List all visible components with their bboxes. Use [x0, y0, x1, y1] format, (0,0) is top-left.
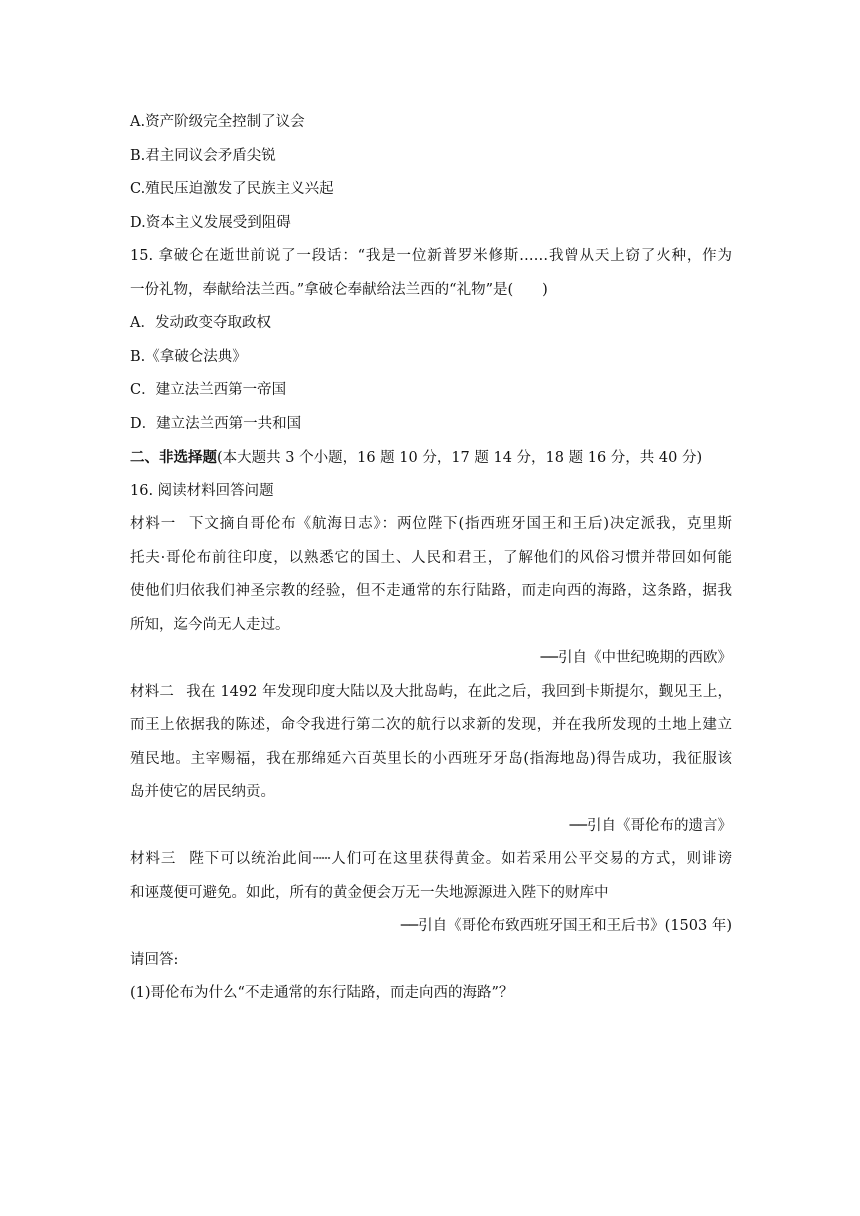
option-b-q15: B.《拿破仑法典》 — [130, 348, 247, 365]
question-15-stem-line1: 15. 拿破仑在逝世前说了一段话：“我是一位新普罗米修斯……我曾从天上窃了火种，作为 — [130, 248, 732, 264]
material-1-line1 — [130, 508, 732, 542]
material-1-source: ──引自《中世纪晚期的西欧》 — [540, 650, 732, 666]
document-page — [130, 106, 732, 1011]
section-2-heading-line — [130, 441, 732, 475]
sub-question-1: (1)哥伦布为什么“不走通常的东行陆路，而走向西的海路”？ — [130, 985, 514, 1001]
question-16-title: 16. 阅读材料回答问题 — [130, 482, 274, 499]
option-d-q14: D.资本主义发展受到阻碍 — [130, 214, 291, 231]
answer-prompt: 请回答: — [130, 951, 179, 968]
material-1-line3: 使他们归依我们神圣宗教的经验，但不走通常的东行陆路，而走向西的海路，这条路，据我 — [130, 583, 732, 599]
material-3-line1 — [130, 843, 732, 877]
material-2-line4: 岛并使它的居民纳贡。 — [130, 784, 275, 800]
option-b-q14: B.君主同议会矛盾尖锐 — [130, 147, 276, 164]
material-3-line2: 和诬蔑便可避免。如此，所有的黄金便会万无一失地源源进入陛下的财库中 — [130, 884, 609, 901]
option-c-q14: C.殖民压迫激发了民族主义兴起 — [130, 181, 334, 197]
material-1-line2: 托夫·哥伦布前往印度，以熟悉它的国土、人民和君王，了解他们的风俗习惯并带回如何能 — [130, 549, 732, 566]
material-2-line1 — [130, 676, 732, 710]
material-3-label: 材料三 — [130, 851, 177, 867]
material-2-source: ──引自《哥伦布的遗言》 — [569, 817, 732, 834]
option-d-q15: D．建立法兰西第一共和国 — [130, 415, 302, 432]
material-1-text-line1: 下文摘自哥伦布《航海日志》：两位陛下(指西班牙国王和王后)决定派我，克里斯 — [188, 516, 733, 532]
material-2-text-line1: 我在 1492 年发现印度大陆以及大批岛屿，在此之后，我回到卡斯提尔，觐见王上， — [186, 683, 733, 700]
option-c-q15: C．建立法兰西第一帝国 — [130, 382, 287, 398]
material-3-text-line1: 陛下可以统治此间┄┄人们可在这里获得黄金。如若采用公平交易的方式，则诽谤 — [188, 851, 733, 867]
question-15-stem-line2: 一份礼物，奉献给法兰西。”拿破仑奉献给法兰西的“礼物”是( ) — [130, 281, 548, 298]
material-1-line4: 所知，迄今尚无人走过。 — [130, 616, 290, 633]
option-a-q14: A.资产阶级完全控制了议会 — [130, 114, 305, 130]
option-a-q15: A．发动政变夺取政权 — [130, 315, 271, 331]
material-1-label: 材料一 — [130, 516, 177, 532]
section-2-note: (本大题共 3 个小题，16 题 10 分，17 题 14 分，18 题 16 分，共 40 分) — [217, 450, 703, 466]
material-2-label: 材料二 — [130, 683, 175, 700]
section-2-heading: 二、非选择题 — [130, 449, 217, 466]
material-3-source: ──引自《哥伦布致西班牙国王和王后书》(1503 年) — [400, 918, 732, 934]
material-2-line2: 而王上依据我的陈述，命令我进行第二次的航行以求新的发现，并在我所发现的土地上建立 — [130, 717, 732, 733]
material-2-line3: 殖民地。主宰赐福，我在那绵延六百英里长的小西班牙牙岛(指海地岛)得告成功，我征服该 — [130, 750, 732, 767]
